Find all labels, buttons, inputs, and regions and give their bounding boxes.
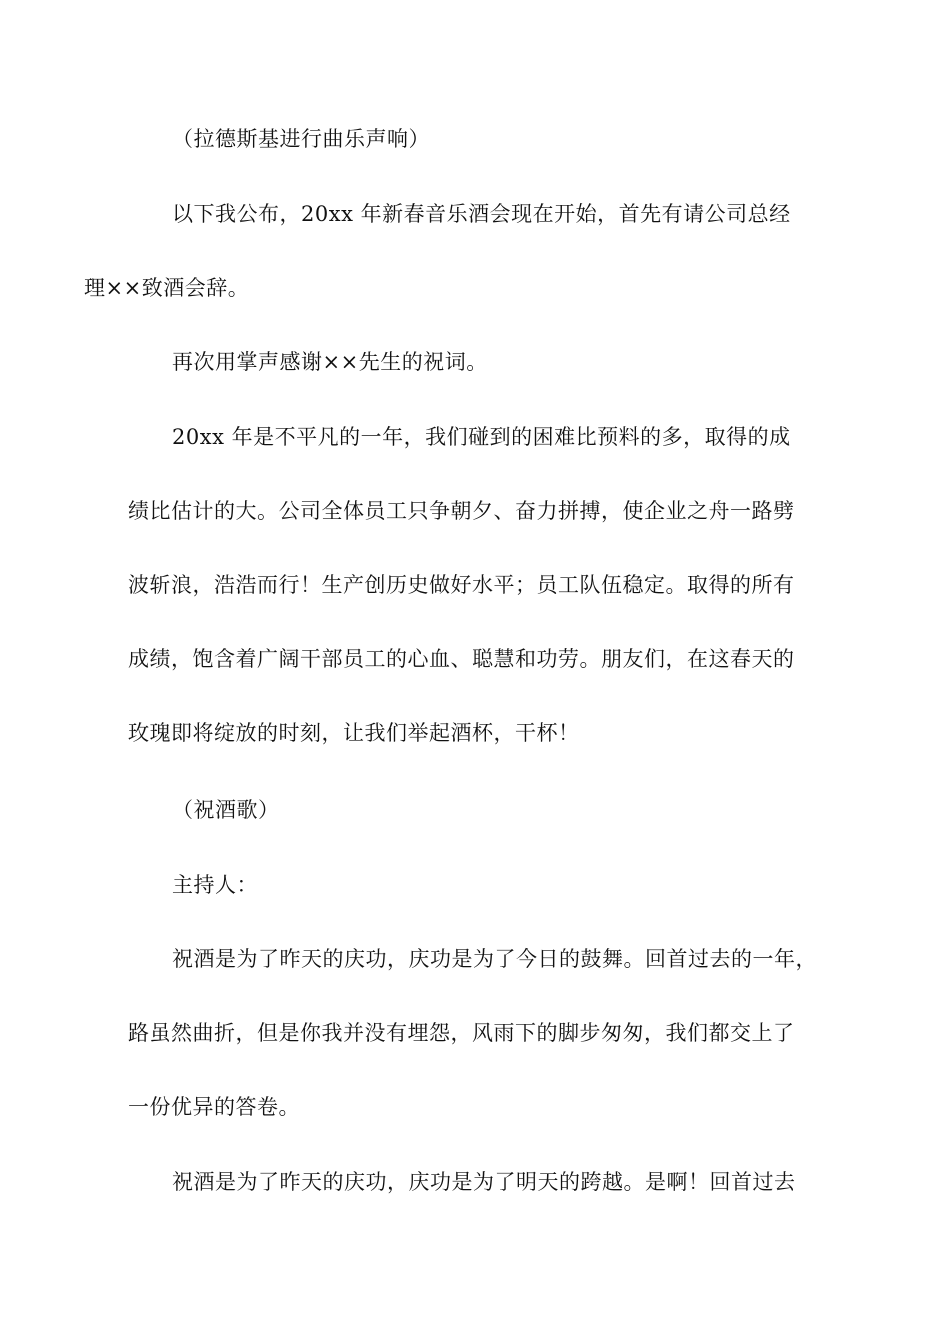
text-line: 玫瑰即将绽放的时刻，让我们举起酒杯，干杯！ [128,721,580,745]
text-line: 祝酒是为了昨天的庆功，庆功是为了明天的跨越。是啊！回首过去 [172,1170,796,1194]
text-line: 20xx 年是不平凡的一年，我们碰到的困难比预料的多，取得的成 [172,425,791,449]
text-line: 绩比估计的大。公司全体员工只争朝夕、奋力拼搏，使企业之舟一路劈 [128,499,795,523]
paragraph-song-cue [128,773,828,847]
paragraph-toast-two [128,1145,828,1219]
paragraph-host-label [128,848,828,922]
text-line: （拉德斯基进行曲乐声响） [172,127,430,151]
paragraph-thanks [128,325,828,399]
text-line: 一份优异的答卷。 [128,1095,300,1119]
text-line: 理××致酒会辞。 [84,276,250,300]
text-line: 以下我公布，20xx 年新春音乐酒会现在开始，首先有请公司总经 [172,202,791,226]
text-line: （祝酒歌） [172,798,280,822]
paragraph-opening-announcement [84,177,828,325]
paragraph-toast-one [128,922,828,1144]
text-line: 波斩浪，浩浩而行！生产创历史做好水平；员工队伍稳定。取得的所有 [128,573,795,597]
text-line: 主持人： [172,873,258,897]
text-line: 路虽然曲折，但是你我并没有埋怨，风雨下的脚步匆匆，我们都交上了 [128,1021,795,1045]
paragraph-music-cue [128,102,828,176]
text-line: 成绩，饱含着广阔干部员工的心血、聪慧和功劳。朋友们，在这春天的 [128,647,795,671]
text-line: 祝酒是为了昨天的庆功，庆功是为了今日的鼓舞。回首过去的一年， [172,947,817,971]
text-line: 再次用掌声感谢××先生的祝词。 [172,350,488,374]
paragraph-year-review [128,400,828,770]
